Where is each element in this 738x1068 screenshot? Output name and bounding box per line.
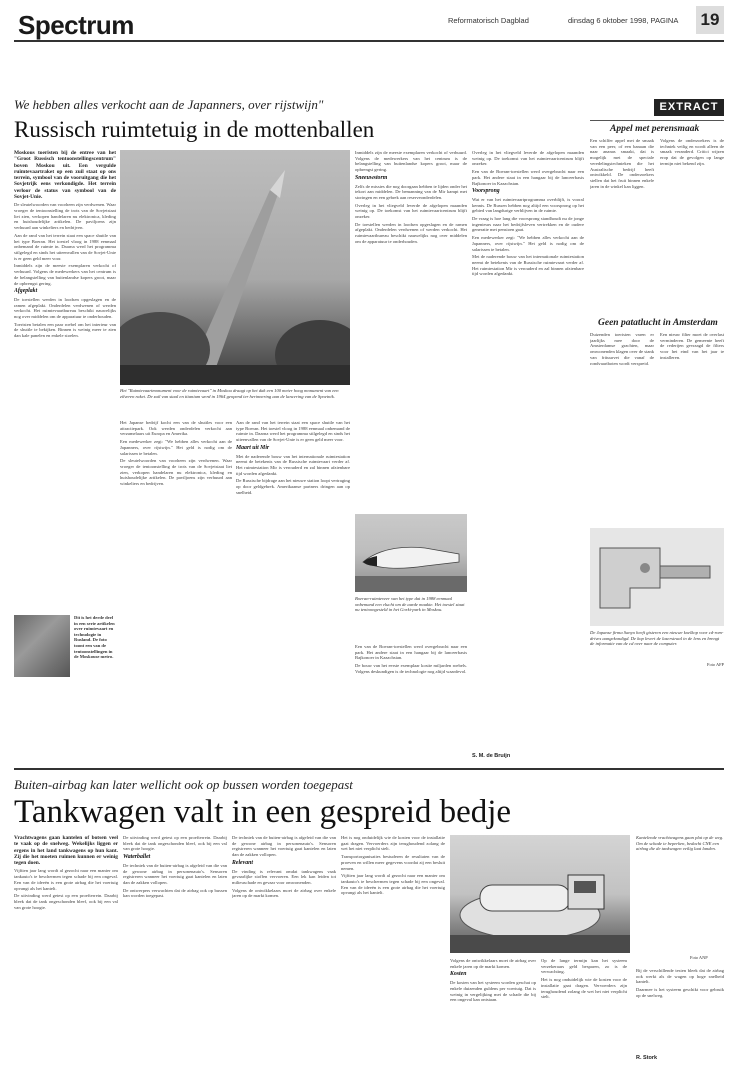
article1-paragraph: Zelfs de missies die nog doorgaan hebben te lijden onder het tekort aan middelen. De bemanning van de Mir kampt met storingen en een gebrek aan reserveonderdelen. xyxy=(355,183,467,200)
article1-paragraph: Een van de Boeran-toestellen werd overgebracht naar een park. Het andere staat in een hangaar bij de lanceerbasis Bajkonoer in Kazachstan. xyxy=(472,169,584,186)
sidebar-paragraph: Een nieuw filter moet de overlast verminderen. De gemeente heeft de rederijen gevraagd de filters voor het eind van het jaar te installeren. xyxy=(660,332,724,360)
sidebar-item2-col2 xyxy=(660,332,724,522)
sidebar-item2-col1 xyxy=(590,332,654,522)
article1-paragraph: Met de naderende bouw van het internationale ruimtestation neemt de betekenis van de Russische ruimtevaart verder af. Het ruimtestation Mir is verouderd en zal binnen afzienbare tijd worden afgedankt. xyxy=(472,254,584,277)
article2-paragraph: De techniek van de buiten-airbag is afgeleid van die van de gewone airbag in personenauto's. Sensoren registreren wanneer het voertuig gaat kantelen en laten dan de zakken vollopen. xyxy=(232,835,336,858)
article2-subheading: Waterballet xyxy=(123,854,151,861)
section-title: Spectrum xyxy=(18,10,134,40)
article2-paragraph: Vijftien jaar lang wordt al gezocht naar een manier om tankauto's te beschermen tegen schade bij een ongeval. Een van de ideeën is een grote airbag die het voertuig opvangt als het kantelt. xyxy=(341,873,445,896)
sidebar-paragraph: Volgens de onderzoekers is de techniek veilig en wordt alleen de smaak veranderd. Critici wijzen erop dat de gevolgen op lange termijn niet bekend zijn. xyxy=(660,138,724,166)
article2-column-3 xyxy=(232,835,336,1060)
article2-kicker: Buiten-airbag kan later wellicht ook op bussen worden toegepast xyxy=(14,777,353,792)
article1-paragraph: Wat er van het ruimtevaartprogramma overblijft, is vooral kennis. De Russen hebben nog altijd een voorsprong op het gebied van langdurige verblijven in de ruimte. xyxy=(472,196,584,214)
article2-paragraph: Bij de verschillende testen bleek dat de airbag ook werkt als de wagen op hoge snelheid kantelt. xyxy=(636,968,724,985)
truck-photo-credit: Foto ANP xyxy=(690,955,708,960)
article1-paragraph: Toeristen betalen een paar roebel om het interieur van de shuttle te bekijken. Binnen is weinig meer te zien dan kale panelen en enkele stoelen. xyxy=(14,321,116,339)
article2-paragraph: Het is nog onduidelijk wie de kosten voor de installatie gaat dragen. Vervoerders zijn terughoudend zolang de wet het niet verplicht stelt. xyxy=(341,835,445,852)
article2-paragraph: De vinding is relevant omdat tankwagens vaak gevaarlijke stoffen vervoeren. Een lek kan leiden tot milieuschade en gevaar voor omwonenden. xyxy=(232,868,336,885)
truck-illustration xyxy=(450,835,630,953)
article1-subheading: Voorsprong xyxy=(472,188,500,195)
article2-column-4 xyxy=(341,835,445,1060)
sidebar-paragraph: Duizenden toeristen varen er jaarlijks mee door de Amsterdamse grachten, maar omwonenden klagen over de stank van frituurvet die vanaf de rondvaartboten wordt verspreid. xyxy=(590,332,654,366)
article1-subheading: Maart uit Mir xyxy=(236,444,270,451)
truck-photo xyxy=(450,835,630,953)
article1-paragraph: Overleg in het vliegveld leverde de afgelopen maanden weinig op. De toekomst van het ruimtevaartcentrum blijft onzeker. xyxy=(472,150,584,167)
shuttle-caption: Boeran-ruimteveer van het type dat in 1988 eenmaal onbemand een vlucht om de aarde maakte. Het toestel staat nu tentoongesteld in het Gorki-park in Moskou. xyxy=(355,596,465,613)
article-separator xyxy=(14,768,724,770)
article1-paragraph: De sleutelwoorden van voorheen zijn verdwenen. Waar vroeger de tentoonstelling de trots van de Sovjetstaat liet zien, verkopen handelaren nu elektronica, kleding en huishoudelijke artikelen. De paviljoens zijn verhuurd aan winkeliers en bedrijven. xyxy=(120,458,232,487)
article1-kicker: We hebben alles verkocht aan de Japanners, over rijstwijn" xyxy=(14,97,324,112)
sidebar-item1-col2 xyxy=(660,138,724,313)
article2-subheading: Relevant xyxy=(232,859,253,866)
article1-column-4b xyxy=(355,644,467,754)
article2-subheading: Kosten xyxy=(450,971,467,978)
article1-paragraph: Een van de Boeran-toestellen werd overgebracht naar een park. Het andere staat in een hangaar bij de lanceerbasis Bajkonoer in Kazachstan. xyxy=(355,644,467,661)
article2-paragraph: De kosten van het systeem worden geschat op enkele duizenden guldens per voertuig. Dat is weinig in vergelijking met de schade die bij een ongeval kan ontstaan. xyxy=(450,980,536,1003)
article1-paragraph: De sleutelwoorden van voorheen zijn verdwenen. Waar vroeger de tentoonstelling de trots van de Sovjetstaat liet zien, verkopen handelaren nu elektronica, kleding en huishoudelijke artikelen. De paviljoens zijn verhuurd aan winkeliers en bedrijven. xyxy=(14,202,116,231)
article1-paragraph: Een medewerker zegt: "We hebben alles verkocht aan de Japanners, over rijstwijn." Het geld is nodig om de salarissen te betalen. xyxy=(472,235,584,252)
article2-column-5 xyxy=(450,958,536,1060)
paper-name: Reformatorisch Dagblad xyxy=(448,16,529,25)
page-date: dinsdag 6 oktober 1998, PAGINA xyxy=(568,16,679,25)
header-rule xyxy=(14,40,724,42)
metro-photo xyxy=(14,615,70,677)
article2-column-1 xyxy=(14,835,118,1060)
sidebar-item1-heading: Appel met perensmaak xyxy=(610,124,700,134)
article2-column-2 xyxy=(123,835,227,1060)
article1-paragraph: Aan de rand van het terrein staat een space shuttle van het type Boeran. Het toestel vloog in 1988 eenmaal onbemand de ruimte in. Daarna werd het programma stilgelegd en sinds het uiteenvallen van de Sovjet-Unie is er geen geld meer voor. xyxy=(14,232,116,261)
article2-paragraph: Volgens de ontwikkelaars moet de airbag over enkele jaren op de markt komen. xyxy=(450,958,536,969)
device-photo xyxy=(590,528,724,626)
article2-paragraph: Vijftien jaar lang wordt al gezocht naar een manier om tankauto's te beschermen tegen schade bij een ongeval. Een van de ideeën is een grote airbag die het voertuig opvangt als het kantelt. xyxy=(14,868,118,891)
shuttle-illustration xyxy=(355,514,467,592)
shuttle-photo xyxy=(355,514,467,592)
sidebar-rule xyxy=(590,120,724,121)
article1-paragraph: De vraag is hoe lang die voorsprong standhoudt nu de jonge ingenieurs naar het bedrijfsleven vertrekken en de oudere generatie met pensioen gaat. xyxy=(472,216,584,233)
article1-column-3 xyxy=(236,420,350,760)
article2-lead: Vrachtwagens gaan kantelen of botsen veel te vaak op de snelweg. Wekelijks liggen er ergens in het land tankwagens op hun kant. Zij die het moeten ruimen kunnen er weinig tegen doen. xyxy=(14,835,118,867)
article1-column-4 xyxy=(355,150,467,510)
article1-paragraph: De bouw van het eerste exemplaar kostte miljarden roebels. Volgens deskundigen is de technologie nog altijd waardevol. xyxy=(355,663,467,674)
article1-subheading: Sneeuwstorm xyxy=(355,174,388,181)
monument-photo xyxy=(120,150,350,385)
extract-label: EXTRACT xyxy=(654,99,724,116)
article1-paragraph: De toestellen werden in loodsen opgeslagen en de ramen afgeplakt. Onderdelen verdwenen of werden verkocht. Het ruimtevaartbureau beschikt nauwelijks nog over middelen om de apparatuur te onderhouden. xyxy=(14,296,116,320)
article2-byline: R. Stork xyxy=(636,1055,658,1061)
monument-illustration xyxy=(120,150,350,385)
article1-column-5 xyxy=(472,150,584,750)
monument-caption: Het "Ruimtevaartmonument voor de ruimtevaart" in Moskou draagt op het dak een 100 meter hoog monument van een zilveren raket. De zuil van staal en titanium werd in 1964 geopend ter herinnering aan de lancering van de Spoetnik. xyxy=(120,388,339,399)
sidebar-item2-heading: Geen patatlucht in Amsterdam xyxy=(598,318,718,328)
sidebar-item1-col1 xyxy=(590,138,654,313)
article2-paragraph: De uitvinding werd getest op een proefterrein. Daarbij bleek dat de tank ongeschonden bleef, ook bij een val van grote hoogte. xyxy=(123,835,227,852)
article1-byline: S. M. de Bruijn xyxy=(472,753,511,759)
article1-paragraph: Overleg in het vliegveld leverde de afgelopen maanden weinig op. De toekomst van het ruimtevaartcentrum blijft onzeker. xyxy=(355,202,467,220)
article2-column-6 xyxy=(541,958,627,1060)
series-caption: Dit is het derde deel in een serie artikelen over ruimtevaart en technologie in Rusland. De foto toont een van de tentoonstellingen in de Moskouse metro. xyxy=(74,615,115,660)
device-illustration xyxy=(590,528,724,626)
article1-subheading: Afgeplakt xyxy=(14,288,38,295)
article2-paragraph: De ontwerpers verwachten dat de airbag ook op bussen kan worden toegepast. xyxy=(123,887,227,899)
page-number: 19 xyxy=(696,6,724,34)
device-caption: De Japanse firma Sanyo heeft gisteren een nieuwe koelkop voor cd-rom-drives aangekondigd. De kop levert de laserstraal in de lens en brengt de informatie van de cd over naar de computer. xyxy=(590,630,724,647)
article2-paragraph: Het is nog onduidelijk wie de kosten voor de installatie gaat dragen. Vervoerders zijn terughoudend zolang de wet het niet verplicht stelt. xyxy=(541,977,627,1000)
article1-headline: Russisch ruimtetuig in de mottenballen xyxy=(14,117,375,142)
article2-paragraph: Op de lange termijn kan het systeem verzekeraars geld besparen, zo is de verwachting. xyxy=(541,958,627,975)
device-photo-credit: Foto AFP xyxy=(707,662,724,667)
article1-column-2 xyxy=(120,420,232,760)
article1-paragraph: Aan de rand van het terrein staat een space shuttle van het type Boeran. Het toestel vloog in 1988 eenmaal onbemand de ruimte in. Daarna werd het programma stilgelegd en sinds het uiteenvallen van de Sovjet-Unie is er geen geld meer voor. xyxy=(236,420,350,443)
article1-paragraph: Een medewerker zegt: "We hebben alles verkocht aan de Japanners, over rijstwijn." Het geld is nodig om de salarissen te betalen. xyxy=(120,439,232,456)
article1-paragraph: Inmiddels zijn de meeste exemplaren verkocht of verhuurd. Volgens de medewerkers van het centrum is de belangstelling van buitenlandse kopers groot, maar de opbrengst gering. xyxy=(355,150,467,173)
article1-lead: Moskous toeristen bij de entree van het "Groot Russisch tentoonstellingscentrum" boven Moskou uit. Een vergulde ruimtevaartraket op een zuil staat op ons terrein, symbool van de vooruitgang die het Sovjetrijk eens verkondigde. Het terrein verloor de status van symbool van de Sovjet-Unie. xyxy=(14,150,116,201)
article2-paragraph: Volgens de ontwikkelaars moet de airbag over enkele jaren op de markt komen. xyxy=(232,887,336,899)
article1-paragraph: Met de naderende bouw van het internationale ruimtestation neemt de betekenis van de Russische ruimtevaart verder af. Het ruimtestation Mir is verouderd en zal binnen afzienbare tijd worden afgedankt. xyxy=(236,453,350,476)
article1-paragraph: Het Japanse bedrijf kocht een van de shuttles voor een attractiepark. Ook werden onderdelen verkocht aan verzamelaars uit Europa en Amerika. xyxy=(120,420,232,437)
article2-paragraph: Transportorganisaties bestuderen de resultaten van de proeven en willen meer gegevens voordat zij een besluit nemen. xyxy=(341,854,445,871)
article2-paragraph: De techniek van de buiten-airbag is afgeleid van die van de gewone airbag in personenauto's. Sensoren registreren wanneer het voertuig gaat kantelen en laten dan de zakken vollopen. xyxy=(123,862,227,885)
truck-caption: Kantelende vrachtwagens gaan plat op de weg. Om de schade te beperken, bedacht CNE een airbag die de tankwagen veilig laat landen. xyxy=(636,835,724,852)
article1-paragraph: De Russische bijdrage aan het nieuwe station loopt vertraging op door geldgebrek. Amerikaanse partners dringen aan op snelheid. xyxy=(236,478,350,495)
article2-paragraph: Daarmee is het systeem geschikt voor gebruik op de snelweg. xyxy=(636,987,724,998)
article1-paragraph: De toestellen werden in loodsen opgeslagen en de ramen afgeplakt. Onderdelen verdwenen of werden verkocht. Het ruimtevaartbureau beschikt nauwelijks nog over middelen om de apparatuur te onderhouden. xyxy=(355,221,467,244)
article2-column-7 xyxy=(636,968,724,1054)
article2-paragraph: De uitvinding werd getest op een proefterrein. Daarbij bleek dat de tank ongeschonden bleef, ook bij een val van grote hoogte. xyxy=(14,893,118,910)
article2-headline: Tankwagen valt in een gespreid bedje xyxy=(14,794,512,830)
sidebar-paragraph: Een schilfer appel met de smaak van een peer, of een banaan die naar ananas smaakt, dat is mogelijk met de speciale veredelingstechnieken die het Australische bedrijf heeft ontwikkeld. De onderzoekers stellen dat het fruit binnen enkele jaren in de winkel kan liggen. xyxy=(590,138,654,189)
article1-paragraph: Inmiddels zijn de meeste exemplaren verkocht of verhuurd. Volgens de medewerkers van het centrum is de belangstelling van buitenlandse kopers groot, maar de opbrengst gering. xyxy=(14,263,116,286)
